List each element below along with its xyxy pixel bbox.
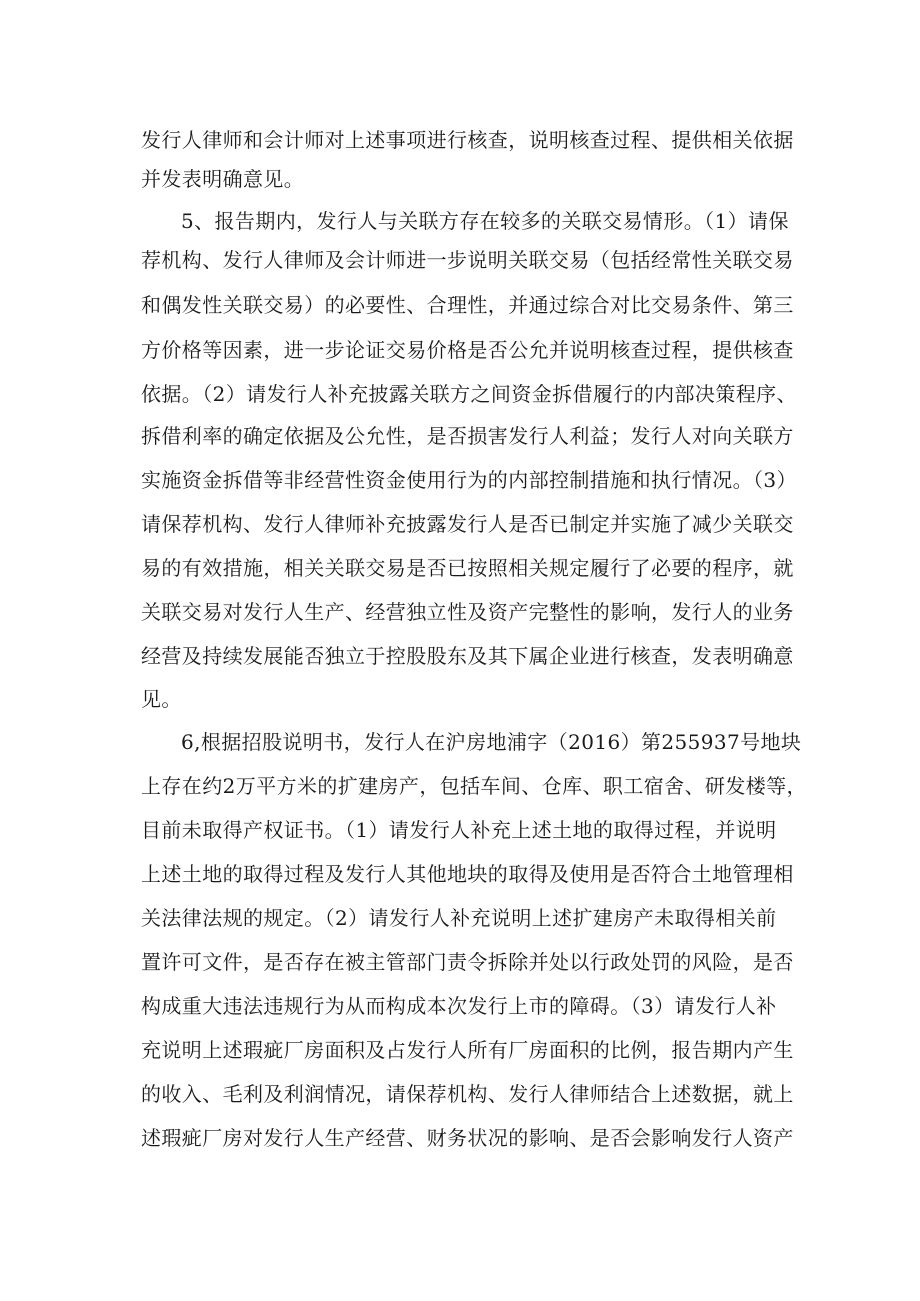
paragraph-5-line-10: 关联交易对发行人生产、经营独立性及资产完整性的影响，发行人的业务 <box>141 600 794 624</box>
paragraph-5-line-5: 依据。（2）请发行人补充披露关联方之间资金拆借履行的内部决策程序、 <box>141 382 797 406</box>
paragraph-6-line-10: 述瑕疵厂房对发行人生产经营、财务状况的影响、是否会影响发行人资产 <box>141 1126 794 1150</box>
paragraph-5-line-2: 荐机构、发行人律师及会计师进一步说明关联交易（包括经常性关联交易 <box>141 248 794 272</box>
paragraph-6-line-3: 目前未取得产权证书。（1）请发行人补充上述土地的取得过程，并说明 <box>141 818 777 842</box>
paragraph-4-line-1: 发行人律师和会计师对上述事项进行核查，说明核查过程、提供相关依据 <box>141 128 794 152</box>
paragraph-6-line-9: 的收入、毛利及利润情况，请保荐机构、发行人律师结合上述数据，就上 <box>141 1082 794 1106</box>
paragraph-6-line-7: 构成重大违法违规行为从而构成本次发行上市的障碍。（3）请发行人补 <box>141 994 777 1018</box>
paragraph-6-line-2: 上存在约2万平方米的扩建房产，包括车间、仓库、职工宿舍、研发楼等， <box>141 774 807 798</box>
paragraph-6-line-8: 充说明上述瑕疵厂房面积及占发行人所有厂房面积的比例，报告期内产生 <box>141 1038 794 1062</box>
paragraph-5-line-11: 经营及持续发展能否独立于控股股东及其下属企业进行核查，发表明确意 <box>141 644 794 668</box>
paragraph-5-line-9: 易的有效措施，相关关联交易是否已按照相关规定履行了必要的程序，就 <box>141 556 794 580</box>
paragraph-6-line-4: 上述土地的取得过程及发行人其他地块的取得及使用是否符合土地管理相 <box>141 862 794 886</box>
paragraph-6-line-6: 置许可文件，是否存在被主管部门责令拆除并处以行政处罚的风险，是否 <box>141 950 794 974</box>
paragraph-5-line-4: 方价格等因素，进一步论证交易价格是否公允并说明核查过程，提供核查 <box>141 338 794 362</box>
paragraph-5-line-1: 5、报告期内，发行人与关联方存在较多的关联交易情形。（1）请保 <box>181 209 789 233</box>
paragraph-6-line-1: 6,根据招股说明书，发行人在沪房地浦字（2016）第255937号地块 <box>181 730 802 754</box>
paragraph-5-line-3: 和偶发性关联交易）的必要性、合理性，并通过综合对比交易条件、第三 <box>141 293 794 317</box>
paragraph-5-line-12: 见。 <box>141 687 182 711</box>
paragraph-6-line-5: 关法律法规的规定。（2）请发行人补充说明上述扩建房产未取得相关前 <box>141 906 777 930</box>
paragraph-5-line-6: 拆借利率的确定依据及公允性，是否损害发行人利益；发行人对向关联方 <box>141 424 794 448</box>
paragraph-5-line-8: 请保荐机构、发行人律师补充披露发行人是否已制定并实施了减少关联交 <box>141 512 794 536</box>
paragraph-4-line-2: 并发表明确意见。 <box>141 167 305 191</box>
paragraph-5-line-7: 实施资金拆借等非经营性资金使用行为的内部控制措施和执行情况。（3） <box>141 468 797 492</box>
